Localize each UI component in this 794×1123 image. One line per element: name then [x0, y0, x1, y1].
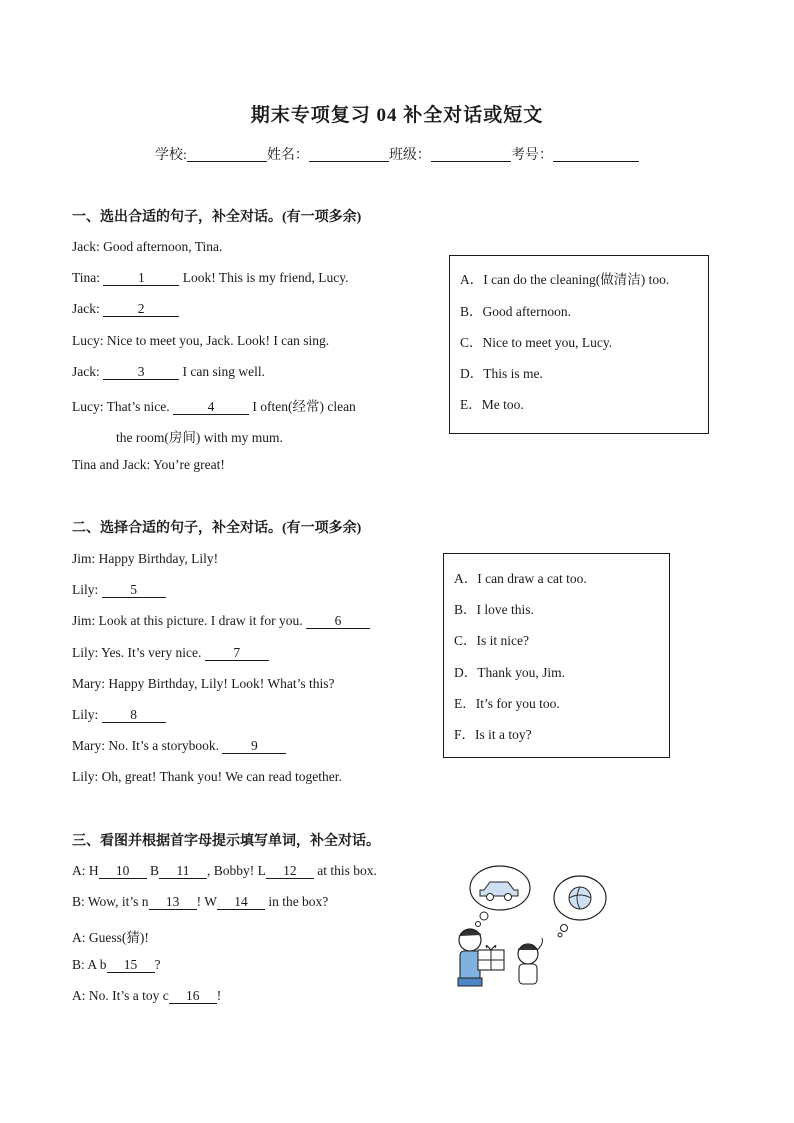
answer-blank[interactable]: 10 — [99, 864, 147, 879]
answer-blank[interactable]: 7 — [205, 646, 269, 661]
answer-blank[interactable]: 4 — [173, 400, 249, 415]
school-label: 学校: — [155, 148, 187, 163]
dialogue-line: Jack: 3 I can sing well. — [72, 364, 265, 379]
number-label: 考号： — [510, 148, 553, 163]
dialogue-line: Lily: 8 — [72, 707, 166, 723]
school-blank[interactable] — [187, 147, 267, 162]
dialogue-line: Jack: 2 — [72, 301, 179, 317]
dialogue-line: Lily: 5 — [72, 582, 166, 598]
answer-blank[interactable]: 12 — [266, 864, 314, 879]
page-title: 期末专项复习 04 补全对话或短文 — [250, 105, 544, 126]
dialogue-line: A: No. It’s a toy c 16 ! — [72, 988, 222, 1003]
answer-blank[interactable]: 13 — [149, 895, 197, 910]
option-e: E．Me too. — [460, 397, 524, 412]
dialogue-line: Tina and Jack: You’re great! — [72, 457, 225, 472]
gift-box — [478, 945, 504, 970]
kids-gift-illustration — [440, 858, 620, 988]
answer-blank[interactable]: 6 — [306, 614, 370, 629]
dialogue-line: Jack: Good afternoon, Tina. — [72, 239, 223, 254]
dialogue-line: Lily: Oh, great! Thank you! We can read together. — [72, 769, 342, 784]
answer-blank[interactable]: 5 — [102, 583, 166, 598]
dialogue-line: A: H 10 B 11 , Bobby! L 12 at this box. — [72, 863, 377, 878]
section1-heading: 一、选出合适的句子，补全对话。(有一项多余) — [72, 210, 362, 225]
dialogue-line: Lily: Yes. It’s very nice. 7 — [72, 645, 269, 661]
name-blank[interactable] — [309, 147, 389, 162]
dialogue-line: Mary: No. It’s a storybook. 9 — [72, 738, 286, 754]
right-kid — [518, 938, 542, 984]
dialogue-line: Jim: Happy Birthday, Lily! — [72, 551, 219, 566]
student-info-line — [0, 144, 794, 164]
dialogue-line: Tina: 1 Look! This is my friend, Lucy. — [72, 270, 349, 285]
section2-heading: 二、选择合适的句子，补全对话。(有一项多余) — [72, 521, 362, 536]
dialogue-line: Lucy: Nice to meet you, Jack. Look! I can sing. — [72, 333, 330, 348]
dialogue-line: A: Guess(猜)! — [72, 930, 149, 945]
ball-thought-bubble — [554, 876, 606, 937]
option-a: A．I can do the cleaning(做清洁) too. — [460, 272, 670, 287]
answer-blank[interactable]: 11 — [159, 864, 207, 879]
option-c: C．Is it nice? — [454, 633, 529, 648]
section3-heading: 三、看图并根据首字母提示填写单词，补全对话。 — [72, 834, 380, 849]
option-a: A．I can draw a cat too. — [454, 571, 587, 586]
name-label: 姓名： — [266, 148, 309, 163]
answer-blank[interactable]: 8 — [102, 708, 166, 723]
option-b: B．I love this. — [454, 602, 534, 617]
dialogue-line: the room(房间) with my mum. — [116, 430, 283, 445]
car-thought-bubble — [470, 866, 530, 927]
answer-blank[interactable]: 2 — [103, 302, 179, 317]
answer-blank[interactable]: 15 — [107, 958, 155, 973]
dialogue-line: B: A b 15 ? — [72, 957, 161, 972]
answer-blank[interactable]: 14 — [217, 895, 265, 910]
option-f: F．Is it a toy? — [454, 727, 532, 742]
class-blank[interactable] — [431, 147, 511, 162]
dialogue-line: Jim: Look at this picture. I draw it for you. 6 — [72, 613, 370, 629]
option-d: D．This is me. — [460, 366, 543, 381]
option-c: C．Nice to meet you, Lucy. — [460, 335, 613, 350]
option-d: D．Thank you, Jim. — [454, 665, 565, 680]
section1-options-box — [449, 255, 709, 434]
answer-blank[interactable]: 9 — [222, 739, 286, 754]
option-e: E．It’s for you too. — [454, 696, 560, 711]
section2-options-box — [443, 553, 670, 758]
class-label: 班级： — [388, 148, 431, 163]
number-blank[interactable] — [553, 147, 639, 162]
answer-blank[interactable]: 3 — [103, 365, 179, 380]
answer-blank[interactable]: 16 — [169, 989, 217, 1004]
dialogue-line: Lucy: That’s nice. 4 I often(经常) clean — [72, 399, 356, 414]
option-b: B．Good afternoon. — [460, 304, 571, 319]
dialogue-line: B: Wow, it’s n 13 ! W 14 in the box? — [72, 894, 329, 909]
answer-blank[interactable]: 1 — [103, 271, 179, 286]
dialogue-line: Mary: Happy Birthday, Lily! Look! What’s this? — [72, 676, 335, 691]
